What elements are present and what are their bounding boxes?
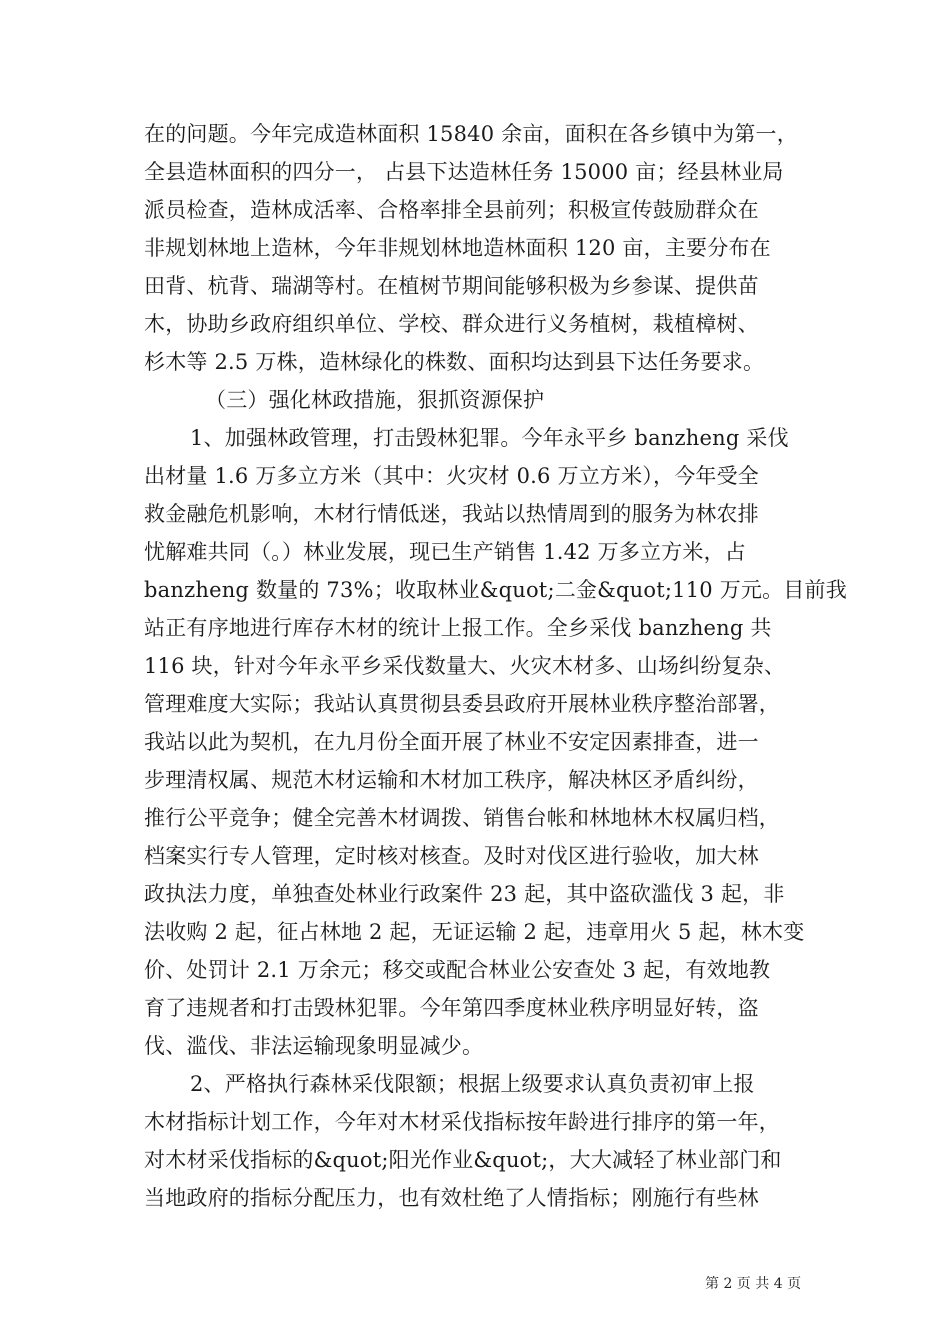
text-line: 对木材采伐指标的&quot;阳光作业&quot;，大大减轻了林业部门和 bbox=[144, 1148, 782, 1172]
text-line: 非规划林地上造林，今年非规划林地造林面积 120 亩，主要分布在 bbox=[144, 236, 771, 260]
text-line: 全县造林面积的四分一， 占县下达造林任务 15000 亩；经县林业局 bbox=[144, 160, 784, 184]
text-line: 田背、杭背、瑞湖等村。在植树节期间能够积极为乡参谋、提供苗 bbox=[144, 274, 759, 298]
text-line: 推行公平竞争；健全完善木材调拨、销售台帐和林地林木权属归档， bbox=[144, 806, 780, 830]
text-line: 管理难度大实际；我站认真贯彻县委县政府开展林业秩序整治部署， bbox=[144, 692, 780, 716]
text-line: 伐、滥伐、非法运输现象明显减少。 bbox=[144, 1034, 484, 1058]
page-number: 第 2 页 共 4 页 bbox=[705, 1276, 802, 1292]
text-line: 当地政府的指标分配压力，也有效杜绝了人情指标；刚施行有些林 bbox=[144, 1186, 759, 1210]
text-line: 木，协助乡政府组织单位、学校、群众进行义务植树，栽植樟树、 bbox=[144, 312, 759, 336]
text-line: 杉木等 2.5 万株，造林绿化的株数、面积均达到县下达任务要求。 bbox=[144, 350, 765, 374]
text-line: 忧解难共同（。）林业发展，现已生产销售 1.42 万多立方米，占 bbox=[144, 540, 747, 564]
text-line: 救金融危机影响，木材行情低迷，我站以热情周到的服务为林农排 bbox=[144, 502, 759, 526]
text-line: 在的问题。今年完成造林面积 15840 余亩，面积在各乡镇中为第一， bbox=[144, 122, 798, 146]
text-line: 2、严格执行森林采伐限额；根据上级要求认真负责初审上报 bbox=[190, 1072, 755, 1096]
text-line: 价、处罚计 2.1 万余元；移交或配合林业公安查处 3 起，有效地教 bbox=[144, 958, 771, 982]
text-line: 出材量 1.6 万多立方米（其中：火灾材 0.6 万立方米），今年受全 bbox=[144, 464, 759, 488]
text-line: 步理清权属、规范木材运输和木材加工秩序，解决林区矛盾纠纷， bbox=[144, 768, 759, 792]
section-heading: （三）强化林政措施，狠抓资源保护 bbox=[205, 388, 545, 412]
text-line: 1、加强林政管理，打击毁林犯罪。今年永平乡 banzheng 采伐 bbox=[190, 426, 789, 450]
text-line: 116 块，针对今年永平乡采伐数量大、火灾木材多、山场纠纷复杂、 bbox=[144, 654, 786, 678]
text-line: 站正有序地进行库存木材的统计上报工作。全乡采伐 banzheng 共 bbox=[144, 616, 772, 640]
text-line: 木材指标计划工作，今年对木材采伐指标按年龄进行排序的第一年， bbox=[144, 1110, 780, 1134]
text-line: banzheng 数量的 73%；收取林业&quot;二金&quot;110 万元。目前我 bbox=[144, 578, 847, 602]
text-line: 档案实行专人管理，定时核对核查。及时对伐区进行验收，加大林 bbox=[144, 844, 759, 868]
text-line: 育了违规者和打击毁林犯罪。今年第四季度林业秩序明显好转，盗 bbox=[144, 996, 759, 1020]
text-line: 法收购 2 起，征占林地 2 起，无证运输 2 起，违章用火 5 起，林木变 bbox=[144, 920, 805, 944]
text-line: 我站以此为契机，在九月份全面开展了林业不安定因素排查，进一 bbox=[144, 730, 759, 754]
text-line: 派员检查，造林成活率、合格率排全县前列；积极宣传鼓励群众在 bbox=[144, 198, 759, 222]
text-line: 政执法力度，单独查处林业行政案件 23 起，其中盗砍滥伐 3 起，非 bbox=[144, 882, 785, 906]
